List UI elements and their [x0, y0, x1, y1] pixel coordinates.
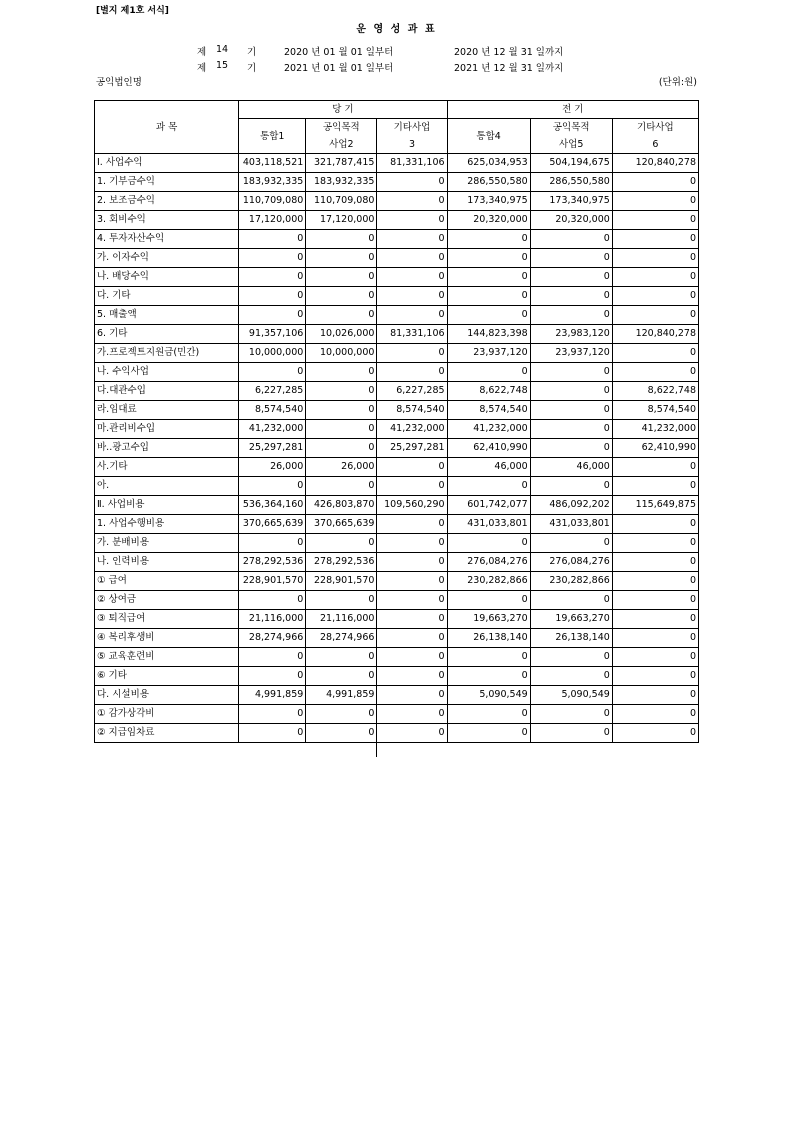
table-row: [95, 610, 699, 629]
table-row: [95, 629, 699, 648]
amount-cell: 0: [239, 591, 306, 610]
amount-cell: 8,574,540: [239, 401, 306, 420]
amount-cell: 10,000,000: [239, 344, 306, 363]
amount-cell: 0: [612, 173, 698, 192]
amount-cell: 0: [447, 724, 530, 743]
amount-cell: 0: [377, 553, 447, 572]
amount-cell: 110,709,080: [239, 192, 306, 211]
amount-cell: 0: [530, 439, 612, 458]
period-suffix: 기: [247, 47, 257, 58]
row-label: ⑥ 기타: [95, 667, 239, 686]
amount-cell: 370,665,639: [239, 515, 306, 534]
amount-cell: 8,574,540: [447, 401, 530, 420]
period-from: 2021 년 01 월 01 일부터: [284, 63, 394, 74]
amount-cell: 0: [377, 173, 447, 192]
table-row: [95, 477, 699, 496]
amount-cell: 81,331,106: [377, 325, 447, 344]
amount-cell: 173,340,975: [530, 192, 612, 211]
amount-cell: 0: [530, 230, 612, 249]
amount-cell: 0: [377, 686, 447, 705]
amount-cell: 0: [447, 648, 530, 667]
table-row: [95, 534, 699, 553]
unit-label: (단위:원): [658, 77, 697, 88]
amount-cell: 0: [530, 724, 612, 743]
amount-cell: 4,991,859: [306, 686, 377, 705]
amount-cell: 0: [447, 534, 530, 553]
table-row: [95, 724, 699, 743]
amount-cell: 0: [377, 344, 447, 363]
period-suffix: 기: [247, 63, 257, 74]
amount-cell: 228,901,570: [306, 572, 377, 591]
amount-cell: 0: [612, 572, 698, 591]
amount-cell: 8,622,748: [447, 382, 530, 401]
amount-cell: 0: [239, 705, 306, 724]
amount-cell: 0: [239, 287, 306, 306]
amount-cell: 0: [612, 705, 698, 724]
amount-cell: 183,932,335: [306, 173, 377, 192]
amount-cell: 109,560,290: [377, 496, 447, 515]
amount-cell: 0: [377, 458, 447, 477]
amount-cell: 28,274,966: [239, 629, 306, 648]
amount-cell: 46,000: [447, 458, 530, 477]
table-row: [95, 173, 699, 192]
amount-cell: 0: [447, 477, 530, 496]
period-number: 14: [216, 44, 229, 55]
corp-name-label: 공익법인명: [96, 77, 142, 88]
amount-cell: 17,120,000: [306, 211, 377, 230]
amount-cell: 0: [530, 534, 612, 553]
amount-cell: 0: [377, 192, 447, 211]
row-label: 6. 기타: [95, 325, 239, 344]
amount-cell: 625,034,953: [447, 154, 530, 173]
table-row: [95, 686, 699, 705]
amount-cell: 0: [306, 705, 377, 724]
amount-cell: 0: [612, 268, 698, 287]
row-label: ① 감가상각비: [95, 705, 239, 724]
amount-cell: 0: [377, 306, 447, 325]
amount-cell: 0: [612, 306, 698, 325]
column-header-text: 통합1: [260, 130, 285, 142]
table-row: [95, 515, 699, 534]
amount-cell: 0: [377, 648, 447, 667]
amount-cell: 120,840,278: [612, 154, 698, 173]
form-label: [별지 제1호 서식]: [96, 6, 169, 16]
column-header-text: 기타사업: [637, 122, 674, 133]
amount-cell: 0: [239, 249, 306, 268]
amount-cell: 4,991,859: [239, 686, 306, 705]
table-row: [95, 192, 699, 211]
page-title: 운 영 성 과 표: [356, 24, 437, 35]
amount-cell: 0: [447, 591, 530, 610]
operating-results-table: [94, 100, 699, 743]
amount-cell: 0: [239, 648, 306, 667]
amount-cell: 8,574,540: [612, 401, 698, 420]
row-label: 아.: [95, 477, 239, 496]
amount-cell: 6,227,285: [377, 382, 447, 401]
amount-cell: 0: [612, 553, 698, 572]
amount-cell: 41,232,000: [377, 420, 447, 439]
amount-cell: 0: [530, 648, 612, 667]
amount-cell: 0: [306, 268, 377, 287]
amount-cell: 0: [612, 249, 698, 268]
amount-cell: 28,274,966: [306, 629, 377, 648]
row-label: 다. 기타: [95, 287, 239, 306]
amount-cell: 286,550,580: [530, 173, 612, 192]
amount-cell: 23,983,120: [530, 325, 612, 344]
amount-cell: 0: [447, 287, 530, 306]
amount-cell: 0: [377, 629, 447, 648]
amount-cell: 0: [306, 724, 377, 743]
row-label: ① 급여: [95, 572, 239, 591]
amount-cell: 41,232,000: [612, 420, 698, 439]
row-label: ② 지급임차료: [95, 724, 239, 743]
amount-cell: 41,232,000: [239, 420, 306, 439]
amount-cell: 23,937,120: [530, 344, 612, 363]
amount-cell: 0: [530, 249, 612, 268]
row-label: 사.기타: [95, 458, 239, 477]
amount-cell: 0: [306, 249, 377, 268]
amount-cell: 0: [530, 667, 612, 686]
column-header: [530, 119, 612, 154]
table-row: [95, 572, 699, 591]
amount-cell: 0: [377, 667, 447, 686]
row-label: 3. 회비수익: [95, 211, 239, 230]
amount-cell: 0: [306, 306, 377, 325]
amount-cell: 370,665,639: [306, 515, 377, 534]
amount-cell: 5,090,549: [447, 686, 530, 705]
amount-cell: 0: [612, 192, 698, 211]
amount-cell: 0: [306, 667, 377, 686]
row-label: ④ 복리후생비: [95, 629, 239, 648]
amount-cell: 19,663,270: [530, 610, 612, 629]
amount-cell: 0: [612, 534, 698, 553]
amount-cell: 0: [239, 477, 306, 496]
amount-cell: 0: [377, 515, 447, 534]
previous-period-header: 전 기: [447, 101, 698, 119]
amount-cell: 0: [377, 572, 447, 591]
amount-cell: 0: [377, 724, 447, 743]
row-label: 5. 매출액: [95, 306, 239, 325]
row-label: 가. 이자수익: [95, 249, 239, 268]
amount-cell: 183,932,335: [239, 173, 306, 192]
table-body: [95, 154, 699, 743]
table-row: [95, 382, 699, 401]
amount-cell: 0: [377, 534, 447, 553]
row-label: ② 상여금: [95, 591, 239, 610]
amount-cell: 120,840,278: [612, 325, 698, 344]
amount-cell: 0: [306, 648, 377, 667]
row-label: 나. 배당수익: [95, 268, 239, 287]
column-header-text: 공익목적: [552, 122, 590, 133]
amount-cell: 8,622,748: [612, 382, 698, 401]
amount-cell: 0: [612, 667, 698, 686]
amount-cell: 0: [530, 420, 612, 439]
table-row: [95, 705, 699, 724]
amount-cell: 26,138,140: [530, 629, 612, 648]
row-label: 라.임대료: [95, 401, 239, 420]
amount-cell: 0: [612, 230, 698, 249]
amount-cell: 26,000: [306, 458, 377, 477]
row-label: 다. 시설비용: [95, 686, 239, 705]
amount-cell: 0: [377, 249, 447, 268]
amount-cell: 278,292,536: [306, 553, 377, 572]
amount-cell: 10,026,000: [306, 325, 377, 344]
amount-cell: 403,118,521: [239, 154, 306, 173]
header-row-top: [95, 101, 699, 119]
row-label: ⑤ 교육훈련비: [95, 648, 239, 667]
table-row: [95, 268, 699, 287]
column-header: [612, 119, 698, 154]
column-header-text: 사업5: [559, 139, 584, 150]
row-label: 가.프로젝트지원금(민간): [95, 344, 239, 363]
amount-cell: 0: [306, 439, 377, 458]
amount-cell: 0: [239, 363, 306, 382]
amount-cell: 0: [612, 629, 698, 648]
amount-cell: 0: [377, 211, 447, 230]
column-header-text: 기타사업: [393, 122, 431, 133]
amount-cell: 0: [530, 591, 612, 610]
amount-cell: 0: [239, 667, 306, 686]
column-header: [447, 119, 530, 154]
amount-cell: 41,232,000: [447, 420, 530, 439]
table-row: [95, 496, 699, 515]
amount-cell: 0: [239, 724, 306, 743]
amount-cell: 0: [612, 458, 698, 477]
amount-cell: 0: [306, 230, 377, 249]
table-row: [95, 344, 699, 363]
amount-cell: 0: [530, 382, 612, 401]
amount-cell: 486,092,202: [530, 496, 612, 515]
amount-cell: 0: [447, 249, 530, 268]
amount-cell: 321,787,415: [306, 154, 377, 173]
table-row: [95, 287, 699, 306]
amount-cell: 0: [306, 287, 377, 306]
amount-cell: 8,574,540: [377, 401, 447, 420]
amount-cell: 17,120,000: [239, 211, 306, 230]
amount-cell: 0: [306, 401, 377, 420]
amount-cell: 23,937,120: [447, 344, 530, 363]
amount-cell: 0: [377, 477, 447, 496]
amount-cell: 0: [239, 268, 306, 287]
amount-cell: 0: [612, 610, 698, 629]
amount-cell: 6,227,285: [239, 382, 306, 401]
amount-cell: 0: [239, 534, 306, 553]
amount-cell: 0: [530, 363, 612, 382]
amount-cell: 0: [530, 287, 612, 306]
amount-cell: 0: [306, 534, 377, 553]
amount-cell: 228,901,570: [239, 572, 306, 591]
amount-cell: 0: [530, 705, 612, 724]
amount-cell: 26,000: [239, 458, 306, 477]
row-label: 마.관리비수입: [95, 420, 239, 439]
amount-cell: 46,000: [530, 458, 612, 477]
amount-cell: 0: [447, 306, 530, 325]
amount-cell: 278,292,536: [239, 553, 306, 572]
row-label: 1. 사업수행비용: [95, 515, 239, 534]
table-row: [95, 648, 699, 667]
table-row: [95, 249, 699, 268]
amount-cell: 276,084,276: [447, 553, 530, 572]
amount-cell: 536,364,160: [239, 496, 306, 515]
amount-cell: 431,033,801: [530, 515, 612, 534]
row-label: 바..광고수입: [95, 439, 239, 458]
amount-cell: 10,000,000: [306, 344, 377, 363]
amount-cell: 91,357,106: [239, 325, 306, 344]
amount-cell: 25,297,281: [239, 439, 306, 458]
amount-cell: 601,742,077: [447, 496, 530, 515]
table-row: [95, 458, 699, 477]
amount-cell: 0: [612, 363, 698, 382]
row-label: ③ 퇴직급여: [95, 610, 239, 629]
amount-cell: 0: [377, 230, 447, 249]
column-header-text: 공익목적: [323, 122, 360, 133]
amount-cell: 0: [612, 686, 698, 705]
amount-cell: 0: [530, 306, 612, 325]
divider-line: [376, 741, 377, 757]
table-row: [95, 439, 699, 458]
amount-cell: 0: [377, 591, 447, 610]
amount-cell: 0: [447, 268, 530, 287]
amount-cell: 0: [530, 268, 612, 287]
amount-cell: 0: [377, 287, 447, 306]
amount-cell: 21,116,000: [306, 610, 377, 629]
amount-cell: 0: [377, 610, 447, 629]
amount-cell: 19,663,270: [447, 610, 530, 629]
amount-cell: 0: [612, 211, 698, 230]
amount-cell: 0: [377, 268, 447, 287]
amount-cell: 110,709,080: [306, 192, 377, 211]
row-label: 4. 투자자산수익: [95, 230, 239, 249]
table-row: [95, 154, 699, 173]
amount-cell: 0: [612, 477, 698, 496]
amount-cell: 0: [377, 363, 447, 382]
amount-cell: 0: [612, 344, 698, 363]
amount-cell: 0: [306, 382, 377, 401]
amount-cell: 0: [530, 401, 612, 420]
current-period-header: 당 기: [239, 101, 447, 119]
amount-cell: 62,410,990: [447, 439, 530, 458]
column-header: [377, 119, 447, 154]
amount-cell: 426,803,870: [306, 496, 377, 515]
amount-cell: 0: [239, 230, 306, 249]
column-header-text: 6: [652, 139, 659, 150]
period-from: 2020 년 01 월 01 일부터: [284, 47, 394, 58]
table-row: [95, 306, 699, 325]
period-number: 15: [216, 60, 229, 71]
table-row: [95, 211, 699, 230]
column-header: [306, 119, 377, 154]
period-prefix: 제: [197, 47, 207, 58]
amount-cell: 0: [306, 591, 377, 610]
row-label: 1. 기부금수익: [95, 173, 239, 192]
amount-cell: 20,320,000: [447, 211, 530, 230]
row-label: 2. 보조금수익: [95, 192, 239, 211]
amount-cell: 0: [306, 477, 377, 496]
table-row: [95, 401, 699, 420]
amount-cell: 5,090,549: [530, 686, 612, 705]
column-header-text: 사업2: [329, 139, 354, 150]
period-prefix: 제: [197, 63, 207, 74]
amount-cell: 81,331,106: [377, 154, 447, 173]
amount-cell: 0: [612, 287, 698, 306]
amount-cell: 276,084,276: [530, 553, 612, 572]
amount-cell: 62,410,990: [612, 439, 698, 458]
amount-cell: 230,282,866: [530, 572, 612, 591]
table-row: [95, 230, 699, 249]
amount-cell: 0: [447, 705, 530, 724]
amount-cell: 0: [612, 648, 698, 667]
amount-cell: 0: [447, 667, 530, 686]
amount-cell: 0: [612, 591, 698, 610]
period-to: 2020 년 12 월 31 일까지: [454, 47, 564, 58]
amount-cell: 230,282,866: [447, 572, 530, 591]
row-label: 가. 분배비용: [95, 534, 239, 553]
amount-cell: 0: [447, 230, 530, 249]
row-label: Ⅱ. 사업비용: [95, 496, 239, 515]
amount-cell: 115,649,875: [612, 496, 698, 515]
amount-cell: 0: [306, 363, 377, 382]
column-header: [239, 119, 306, 154]
amount-cell: 144,823,398: [447, 325, 530, 344]
column-header-text: 통합4: [476, 130, 501, 142]
table-row: [95, 420, 699, 439]
amount-cell: 173,340,975: [447, 192, 530, 211]
amount-cell: 286,550,580: [447, 173, 530, 192]
amount-cell: 21,116,000: [239, 610, 306, 629]
amount-cell: 25,297,281: [377, 439, 447, 458]
amount-cell: 431,033,801: [447, 515, 530, 534]
amount-cell: 0: [612, 515, 698, 534]
table-row: [95, 363, 699, 382]
row-label: 다.대관수입: [95, 382, 239, 401]
period-to: 2021 년 12 월 31 일까지: [454, 63, 564, 74]
row-label: Ⅰ. 사업수익: [95, 154, 239, 173]
amount-cell: 504,194,675: [530, 154, 612, 173]
amount-cell: 0: [239, 306, 306, 325]
table-row: [95, 667, 699, 686]
amount-cell: 20,320,000: [530, 211, 612, 230]
table-row: [95, 553, 699, 572]
column-header-text: 3: [408, 139, 415, 150]
row-label: 나. 인력비용: [95, 553, 239, 572]
table-row: [95, 591, 699, 610]
amount-cell: 26,138,140: [447, 629, 530, 648]
subject-header: 과 목: [95, 101, 239, 154]
amount-cell: 0: [377, 705, 447, 724]
table-row: [95, 325, 699, 344]
row-label: 나. 수익사업: [95, 363, 239, 382]
amount-cell: 0: [306, 420, 377, 439]
amount-cell: 0: [447, 363, 530, 382]
amount-cell: 0: [530, 477, 612, 496]
amount-cell: 0: [612, 724, 698, 743]
